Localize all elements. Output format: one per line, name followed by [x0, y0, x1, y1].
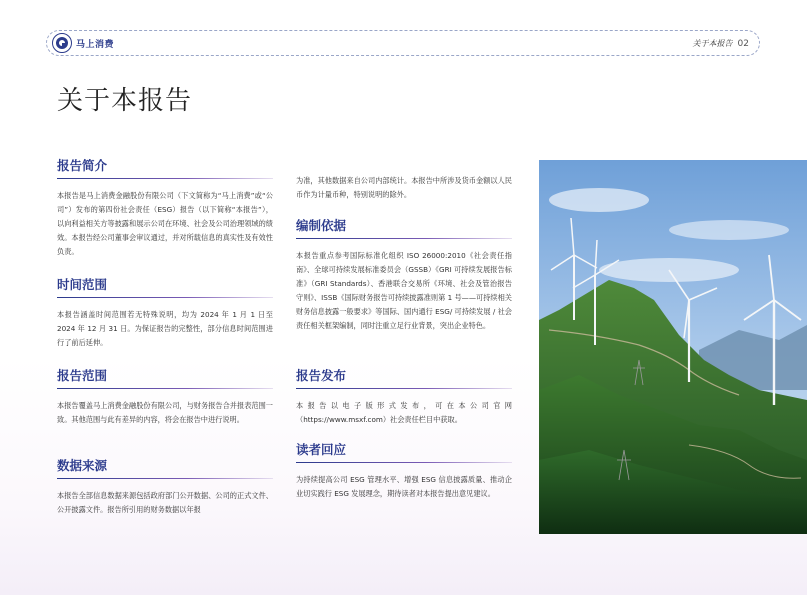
section-body: 本报告以电子版形式发布，可在本公司官网（https://www.msxf.com）社会责任栏目中获取。 [296, 400, 512, 424]
section-title: 数据来源 [57, 460, 273, 479]
logo-icon [52, 33, 72, 53]
section-title: 时间范围 [57, 279, 273, 298]
section-intro [57, 160, 273, 259]
section-title: 读者回应 [296, 444, 512, 463]
section-title: 报告范围 [57, 370, 273, 389]
section-data-source-continued [296, 174, 512, 202]
company-logo[interactable] [52, 33, 114, 53]
wind-turbine-mountain-photo [539, 160, 807, 534]
section-body: 为准，其他数据来自公司内部统计。本报告中所涉及货币金额以人民币作为计量币种，特别说明的除外。 [296, 176, 512, 199]
section-tag: 关于本报告 [692, 39, 733, 48]
section-body: 本报告重点参考国际标准化组织 ISO 26000:2010《社会责任指南》、全球可持续发展标准委员会（GSSB）《GRI 可持续发展报告标准》（GRI Standards）、香港联合交易所《环境、社会及管治报告守则》、ISSB《国际财务报告可持续披露准则第 1 号——可持续相关财务信息披露一般要求》等国际、国内通行 ESG/ 可持续发展 / 社会责任相关框架编制，同时注重立足行业背景，突出企业特色。 [296, 250, 512, 330]
section-release [296, 370, 512, 427]
section-feedback [296, 444, 512, 501]
header-bar [46, 30, 760, 56]
section-title: 报告简介 [57, 160, 273, 179]
section-body: 本报告是马上消费金融股份有限公司（下文简称为“马上消费”或“公司”）发布的第四份社会责任（ESG）报告（以下简称“本报告”），以向利益相关方等披露和展示公司在环境、社会及公司治理领域的绩效。本报告经公司董事会审议通过，并对所载信息的真实性及有效性负责。 [57, 190, 273, 256]
section-body: 本报告涵盖时间范围若无特殊说明，均为 2024 年 1 月 1 日至 2024 年 12 月 31 日。为保证报告的完整性，部分信息时间范围进行了前后延伸。 [57, 309, 273, 347]
page-number: 02 [737, 38, 749, 49]
section-title: 编制依据 [296, 220, 512, 239]
section-body: 为持续提高公司 ESG 管理水平、增强 ESG 信息披露质量、推动企业切实践行 ESG 发展理念，期待读者对本报告提出意见建议。 [296, 474, 512, 498]
section-compilation [296, 220, 512, 333]
section-data-source [57, 460, 273, 517]
logo-text: 马上消费 [76, 39, 115, 50]
section-time-scope [57, 279, 273, 350]
section-body: 本报告覆盖马上消费金融股份有限公司，与财务报告合并报表范围一致。其他范围与此有差异的内容，将会在报告中进行说明。 [57, 400, 273, 424]
page-title: 关于本报告 [57, 86, 193, 116]
section-report-scope [57, 370, 273, 427]
section-body: 本报告全部信息数据来源包括政府部门公开数据、公司的正式文件、公开披露文件。报告所引用的财务数据以年报 [57, 490, 273, 514]
section-title: 报告发布 [296, 370, 512, 389]
header-right [693, 38, 749, 49]
